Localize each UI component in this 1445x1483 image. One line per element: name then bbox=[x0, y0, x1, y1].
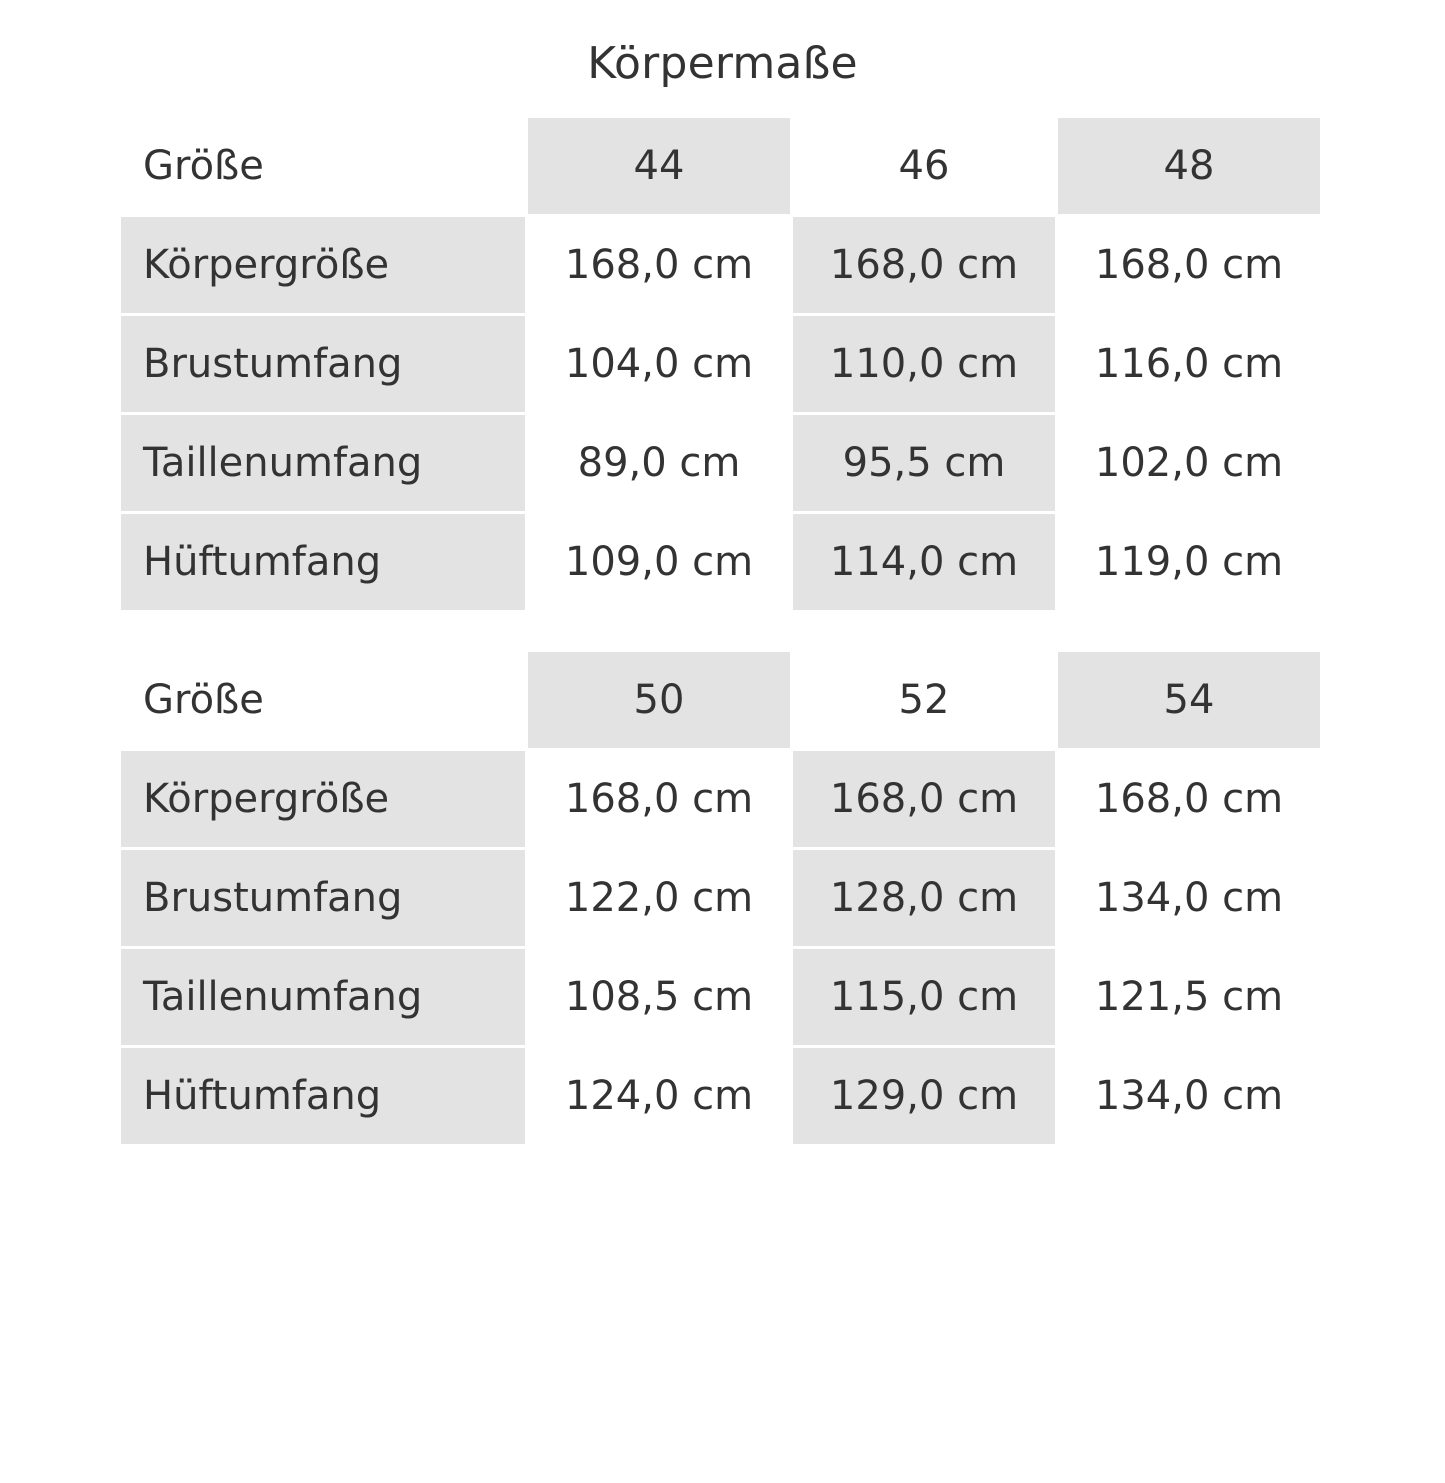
row-value: 134,0 cm bbox=[1058, 1048, 1320, 1144]
header-size-50: 50 bbox=[528, 652, 790, 748]
table-row bbox=[121, 850, 1320, 946]
row-value: 168,0 cm bbox=[793, 217, 1055, 313]
header-size-46: 46 bbox=[793, 118, 1055, 214]
table-row bbox=[121, 415, 1320, 511]
row-value: 114,0 cm bbox=[793, 514, 1055, 610]
body-measurements-page bbox=[0, 38, 1445, 1483]
table-row bbox=[121, 217, 1320, 313]
table-header-row bbox=[121, 652, 1320, 748]
row-value: 121,5 cm bbox=[1058, 949, 1320, 1045]
header-label: Größe bbox=[121, 118, 525, 214]
row-value: 110,0 cm bbox=[793, 316, 1055, 412]
measurements-table-1 bbox=[118, 115, 1323, 613]
row-label: Körpergröße bbox=[121, 751, 525, 847]
header-label: Größe bbox=[121, 652, 525, 748]
row-label: Brustumfang bbox=[121, 316, 525, 412]
row-value: 168,0 cm bbox=[528, 751, 790, 847]
row-value: 129,0 cm bbox=[793, 1048, 1055, 1144]
row-value: 108,5 cm bbox=[528, 949, 790, 1045]
row-value: 168,0 cm bbox=[1058, 217, 1320, 313]
row-value: 115,0 cm bbox=[793, 949, 1055, 1045]
row-value: 109,0 cm bbox=[528, 514, 790, 610]
header-size-52: 52 bbox=[793, 652, 1055, 748]
row-value: 116,0 cm bbox=[1058, 316, 1320, 412]
row-value: 168,0 cm bbox=[1058, 751, 1320, 847]
row-value: 119,0 cm bbox=[1058, 514, 1320, 610]
row-value: 104,0 cm bbox=[528, 316, 790, 412]
row-label: Taillenumfang bbox=[121, 949, 525, 1045]
header-size-48: 48 bbox=[1058, 118, 1320, 214]
table-row bbox=[121, 949, 1320, 1045]
table-separator bbox=[118, 613, 1327, 649]
row-value: 124,0 cm bbox=[528, 1048, 790, 1144]
row-label: Taillenumfang bbox=[121, 415, 525, 511]
row-label: Körpergröße bbox=[121, 217, 525, 313]
row-label: Hüftumfang bbox=[121, 1048, 525, 1144]
row-value: 128,0 cm bbox=[793, 850, 1055, 946]
row-value: 89,0 cm bbox=[528, 415, 790, 511]
measurements-table-2 bbox=[118, 649, 1323, 1147]
row-label: Brustumfang bbox=[121, 850, 525, 946]
table-row bbox=[121, 316, 1320, 412]
table-row bbox=[121, 514, 1320, 610]
row-value: 102,0 cm bbox=[1058, 415, 1320, 511]
table-row bbox=[121, 1048, 1320, 1144]
row-value: 168,0 cm bbox=[793, 751, 1055, 847]
row-value: 95,5 cm bbox=[793, 415, 1055, 511]
row-value: 168,0 cm bbox=[528, 217, 790, 313]
tables-container bbox=[0, 115, 1445, 1147]
page-title: Körpermaße bbox=[587, 38, 858, 89]
table-row bbox=[121, 751, 1320, 847]
row-value: 122,0 cm bbox=[528, 850, 790, 946]
header-size-44: 44 bbox=[528, 118, 790, 214]
table-header-row bbox=[121, 118, 1320, 214]
row-value: 134,0 cm bbox=[1058, 850, 1320, 946]
header-size-54: 54 bbox=[1058, 652, 1320, 748]
row-label: Hüftumfang bbox=[121, 514, 525, 610]
